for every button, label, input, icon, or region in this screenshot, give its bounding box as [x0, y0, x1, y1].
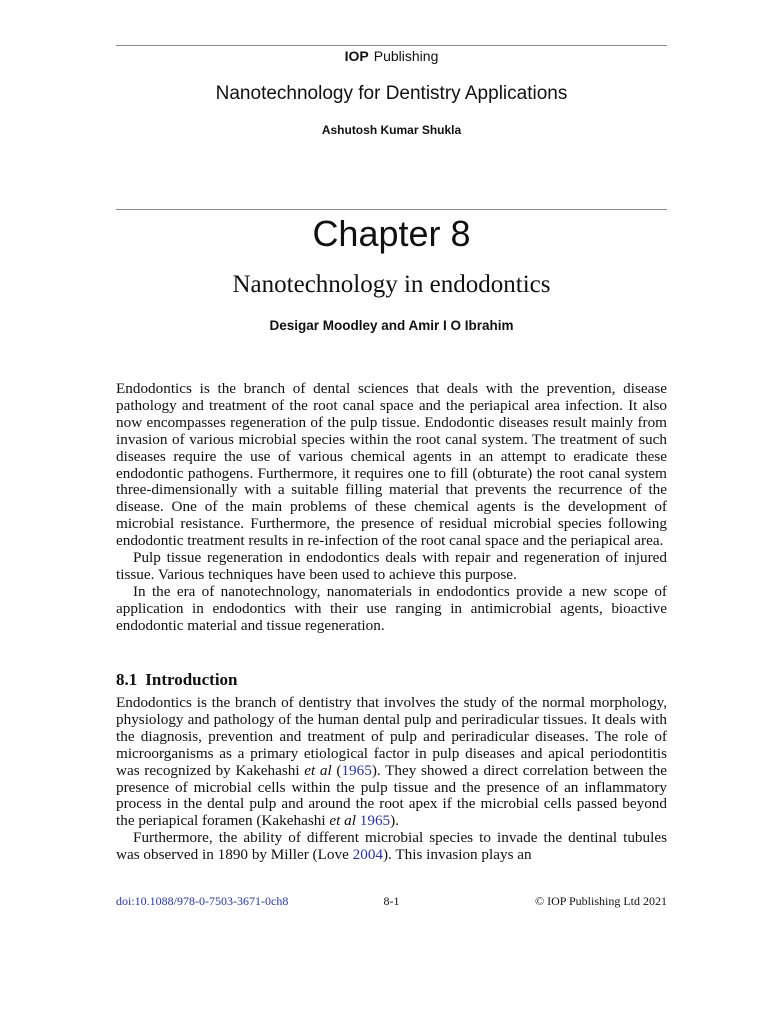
section-heading [116, 670, 246, 690]
citation-link[interactable]: 1965 [341, 761, 372, 779]
copyright: © IOP Publishing Ltd 2021 [534, 894, 667, 908]
book-title: Nanotechnology for Dentistry Applications [215, 83, 568, 104]
text-run: ). They showed a direct correlation between the presence of microbial cells within the pulp tissue and the presence of an inflammatory process in the dental pulp and around the root apex if the microbial cells passed beyond the periapical foramen (Kakehashi [116, 761, 668, 830]
text-run: Furthermore, the ability of different microbial species to invade the dentinal tubules was observed in 1890 by Miller (Love [116, 829, 667, 864]
section-title: Introduction [145, 670, 238, 689]
publisher-logo [116, 48, 667, 64]
text-run: Endodontics is the branch of dentistry that involves the study of the normal morphology, physiology and pathology of the human dental pulp and periradicular tissues. It deals with the diagnosis, prevention and treatment of pulp and periradicular diseases. The role of microorganisms as a primary etiological factor in pulp diseases and apical periodontitis was recognized by Kakehashi [116, 694, 667, 779]
chapter-label: Chapter 8 [312, 213, 471, 254]
top-rule [116, 45, 667, 46]
doi-link[interactable]: doi:10.1088/978-0-7503-3671-0ch8 [116, 894, 289, 908]
body-paragraph [116, 830, 667, 864]
et-al: et al [329, 812, 356, 830]
chapter-title: Nanotechnology in endodontics [232, 271, 551, 298]
text-run: ). This invasion plays an [383, 846, 532, 864]
chapter-authors: Desigar Moodley and Amir I O Ibrahim [269, 318, 514, 333]
section-number: 8.1 [116, 670, 138, 689]
abstract [116, 381, 667, 635]
abstract-paragraph: Pulp tissue regeneration in endodontics deals with repair and regeneration of injured tissue. Various techniques have been used to achieve this purpose. [116, 549, 667, 583]
abstract-paragraph: Endodontics is the branch of dental sciences that deals with the prevention, disease pathology and treatment of the root canal space and the periapical area infection. It also now encompasses regeneration of the pulp tissue. Endodontic diseases result mainly from invasion of various microbial species within the root canal system. The treatment of such diseases require the use of various chemical agents in an attempt to eradicate these endodontic pathogens. Furthermore, it requires one to fill (obturate) the root canal system three-dimensionally with a suitable filling material that prevents the recurrence of the disease. One of the main problems of these chemical agents is the development of microbial resistance. Furthermore, the presence of residual microbial species following endodontic treatment results in re-infection of the root canal space and the periapical area. [116, 380, 667, 550]
text-run: ). [390, 812, 399, 830]
body-paragraph [116, 695, 667, 830]
section-body [116, 695, 667, 864]
et-al: et al [304, 761, 332, 779]
text-run: ( [331, 761, 342, 779]
abstract-paragraph: In the era of nanotechnology, nanomaterials in endodontics provide a new scope of application in endodontics with their use ranging in antimicrobial agents, bioactive endodontic material and tissue regeneration. [116, 582, 667, 634]
publisher-label: Publishing [373, 48, 439, 64]
page-number: 8-1 [383, 894, 400, 908]
book-author: Ashutosh Kumar Shukla [321, 123, 462, 137]
publisher-brand: IOP [344, 48, 369, 64]
citation-link[interactable]: 2004 [352, 846, 383, 864]
citation-link[interactable]: 1965 [359, 812, 391, 830]
chapter-rule [116, 209, 667, 210]
